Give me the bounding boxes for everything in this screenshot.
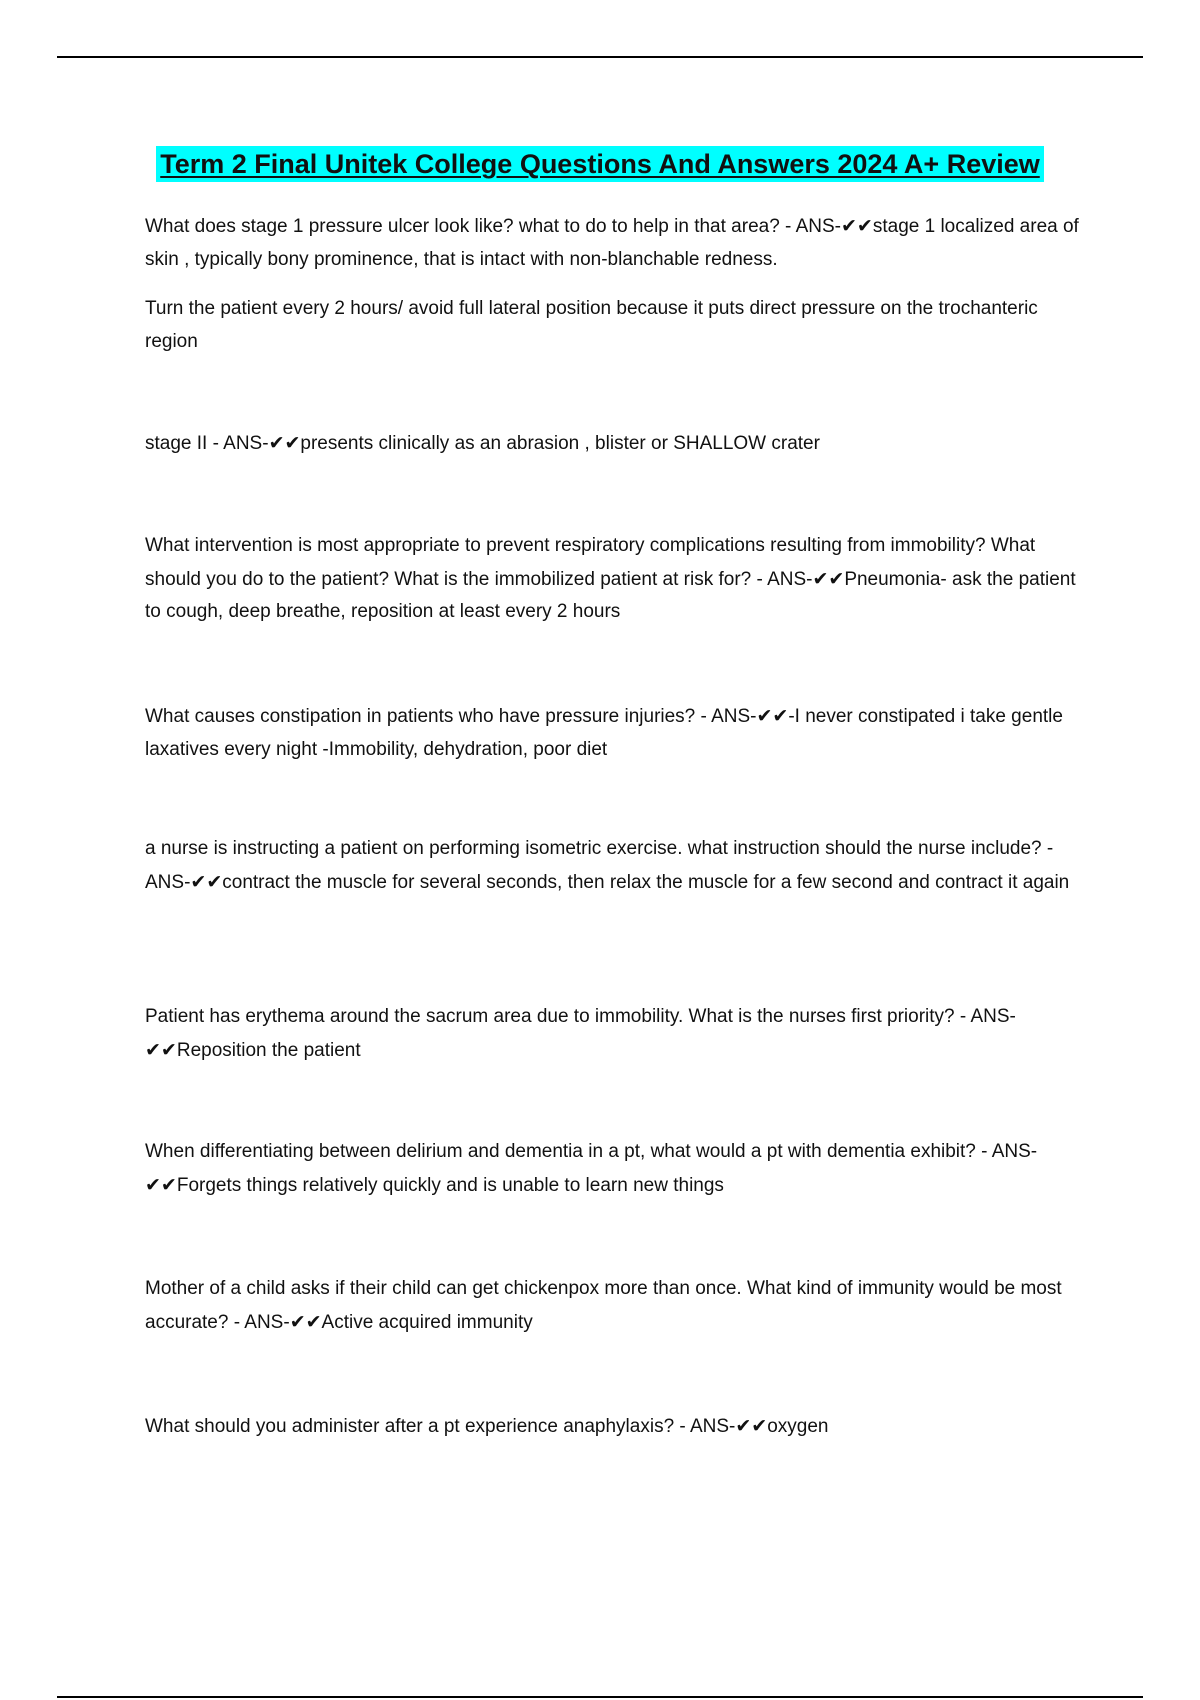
answer-text: stage 1 localized area of skin , typically bony prominence, that is intact with non-blanchable redness.	[145, 216, 1079, 270]
qa-item-6	[145, 1001, 1095, 1067]
qa-item-1-extra	[145, 293, 1095, 358]
question-text: stage II -	[145, 433, 224, 454]
qa-item-8	[145, 1273, 1095, 1339]
checkmark-icon: ✔✔	[841, 215, 873, 237]
answer-text: -I never constipated i take gentle laxatives every night -Immobility, dehydration, poor diet	[145, 706, 1063, 760]
qa-item-7	[145, 1136, 1095, 1202]
answer-text: contract the muscle for several seconds, then relax the muscle for a few second and contract it again	[222, 871, 1070, 893]
qa-item-2	[145, 427, 1095, 461]
answer-text: Pneumonia- ask the patient to cough, deep breathe, reposition at least every 2 hours	[145, 568, 1076, 622]
top-rule	[57, 56, 1143, 58]
checkmark-icon: ✔✔	[756, 705, 789, 727]
checkmark-icon: ✔✔	[812, 567, 845, 590]
answer-text: presents clinically as an abrasion , blister or SHALLOW crater	[300, 433, 820, 454]
checkmark-icon: ✔✔	[268, 432, 301, 454]
answer-text: Forgets things relatively quickly and is unable to learn new things	[176, 1174, 724, 1196]
bottom-rule	[57, 1696, 1143, 1698]
checkmark-icon: ✔✔	[190, 870, 223, 893]
answer-marker: ANS-	[244, 1311, 290, 1333]
answer-marker: ANS-	[689, 1416, 736, 1437]
qa-item-1	[145, 210, 1095, 276]
answer-marker: ANS-	[711, 706, 757, 727]
qa-item-9	[145, 1410, 1095, 1444]
answer-marker: ANS-	[795, 216, 842, 237]
question-text: a nurse is instructing a patient on performing isometric exercise. what instruction should the nurse include? -	[145, 838, 1054, 859]
qa-item-5	[145, 833, 1095, 899]
question-text: What intervention is most appropriate to prevent respiratory complications resulting from immobility? What should you do to the patient? What is the immobilized patient at risk for? -	[145, 535, 1036, 590]
question-text: Patient has erythema around the sacrum area due to immobility. What is the nurses first priority? -	[145, 1006, 971, 1027]
answer-text: Reposition the patient	[176, 1039, 361, 1061]
qa-item-4	[145, 700, 1095, 766]
question-text: Mother of a child asks if their child can get chickenpox more than once. What kind of immunity would be most accurate? -	[145, 1278, 1062, 1333]
question-text: What does stage 1 pressure ulcer look like? what to do to help in that area? -	[145, 216, 796, 237]
title-container	[0, 146, 1200, 182]
checkmark-icon: ✔✔	[289, 1310, 322, 1333]
checkmark-icon: ✔✔	[145, 1173, 177, 1196]
checkmark-icon: ✔✔	[145, 1038, 177, 1061]
answer-text: Active acquired immunity	[321, 1311, 533, 1333]
document-title: Term 2 Final Unitek College Questions And Answers 2024 A+ Review	[156, 146, 1044, 182]
answer-marker: ANS-	[767, 568, 813, 590]
question-text: What causes constipation in patients who have pressure injuries? -	[145, 706, 712, 727]
answer-marker: ANS-	[991, 1141, 1038, 1162]
qa-item-3	[145, 530, 1095, 629]
question-text: When differentiating between delirium and dementia in a pt, what would a pt with dementia exhibit? -	[145, 1141, 992, 1162]
answer-marker: ANS-	[970, 1006, 1016, 1027]
answer-extra-text: Turn the patient every 2 hours/ avoid full lateral position because it puts direct pressure on the trochanteric region	[145, 298, 1038, 352]
answer-text: oxygen	[767, 1416, 829, 1437]
checkmark-icon: ✔✔	[735, 1415, 768, 1437]
question-text: What should you administer after a pt experience anaphylaxis? -	[145, 1416, 690, 1437]
answer-marker: ANS-	[223, 433, 269, 454]
answer-marker: ANS-	[145, 871, 191, 893]
